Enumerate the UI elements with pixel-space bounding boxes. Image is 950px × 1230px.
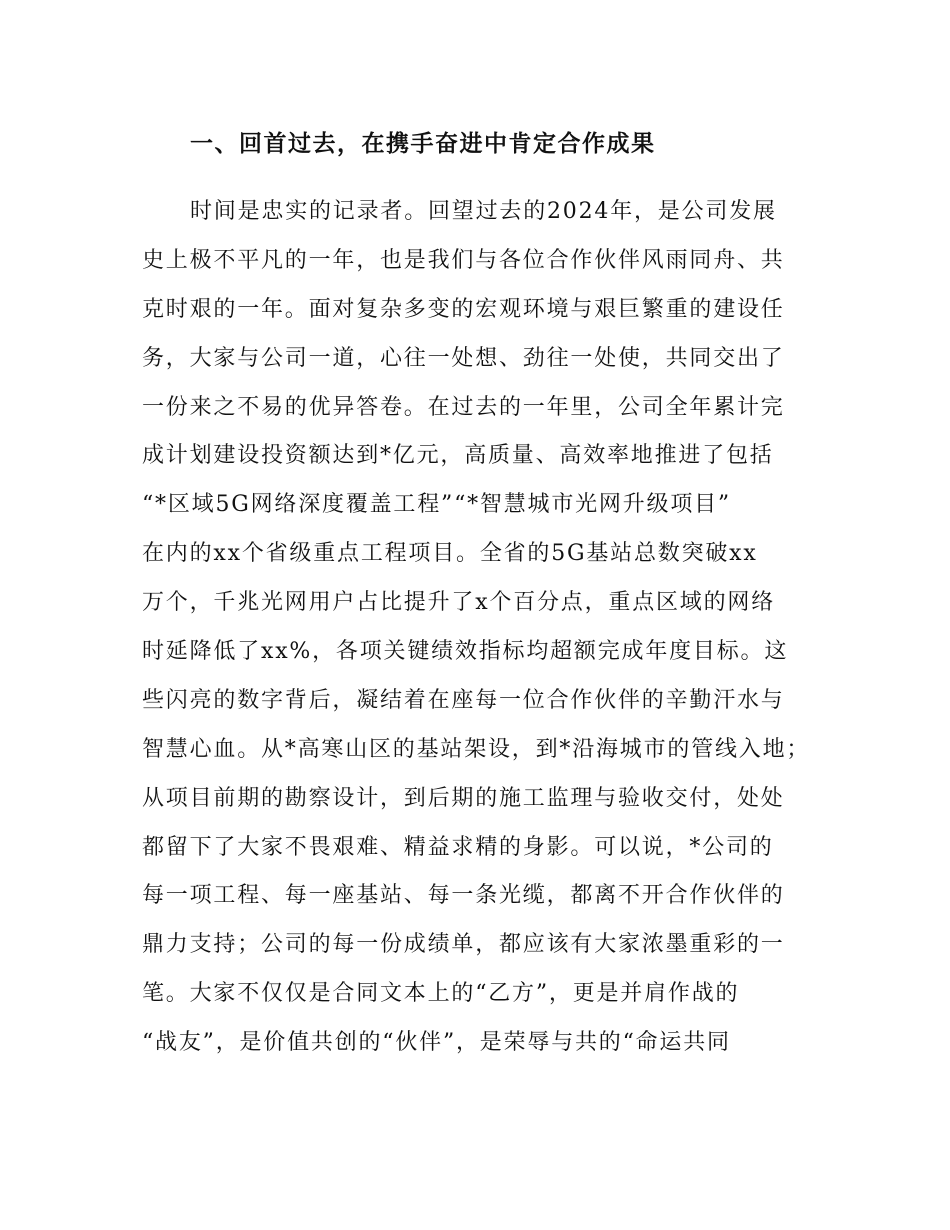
paragraph-line: 务，大家与公司一道，心往一处想、劲往一处使，共同交出了 [142, 345, 785, 371]
paragraph-line: 时延降低了xx%，各项关键绩效指标均超额完成年度目标。这 [142, 639, 789, 665]
paragraph-line: “战友”，是价值共创的“伙伴”，是荣辱与共的“命运共同 [142, 1030, 731, 1056]
paragraph-line: 都留下了大家不畏艰难、精益求精的身影。可以说，*公司的 [142, 834, 774, 860]
section-heading: 一、回首过去，在携手奋进中肯定合作成果 [190, 131, 656, 157]
paragraph-line: 鼎力支持；公司的每一份成绩单，都应该有大家浓墨重彩的一 [142, 932, 785, 958]
paragraph-line: 史上极不平凡的一年，也是我们与各位合作伙伴风雨同舟、共 [142, 247, 785, 273]
paragraph-line: 每一项工程、每一座基站、每一条光缆，都离不开合作伙伴的 [142, 883, 785, 909]
paragraph-line: 智慧心血。从*高寒山区的基站架设，到*沿海城市的管线入地； [142, 736, 811, 762]
paragraph-line: “*区域5G网络深度覆盖工程”“*智慧城市光网升级项目” [142, 492, 731, 518]
body-paragraph [142, 188, 822, 1068]
paragraph-line: 时间是忠实的记录者。回望过去的2024年，是公司发展 [190, 199, 777, 224]
paragraph-line: 克时艰的一年。面对复杂多变的宏观环境与艰巨繁重的建设任 [142, 296, 785, 322]
paragraph-line: 万个，千兆光网用户占比提升了x个百分点，重点区域的网络 [142, 590, 776, 616]
paragraph-line: 在内的xx个省级重点工程项目。全省的5G基站总数突破xx [142, 541, 758, 567]
paragraph-line: 笔。大家不仅仅是合同文本上的“乙方”，更是并肩作战的 [142, 981, 740, 1007]
paragraph-line: 些闪亮的数字背后，凝结着在座每一位合作伙伴的辛勤汗水与 [142, 687, 785, 713]
paragraph-line: 从项目前期的勘察设计，到后期的施工监理与验收交付，处处 [142, 785, 785, 811]
paragraph-line: 一份来之不易的优异答卷。在过去的一年里，公司全年累计完 [142, 394, 785, 420]
paragraph-line: 成计划建设投资额达到*亿元，高质量、高效率地推进了包括 [142, 443, 774, 469]
